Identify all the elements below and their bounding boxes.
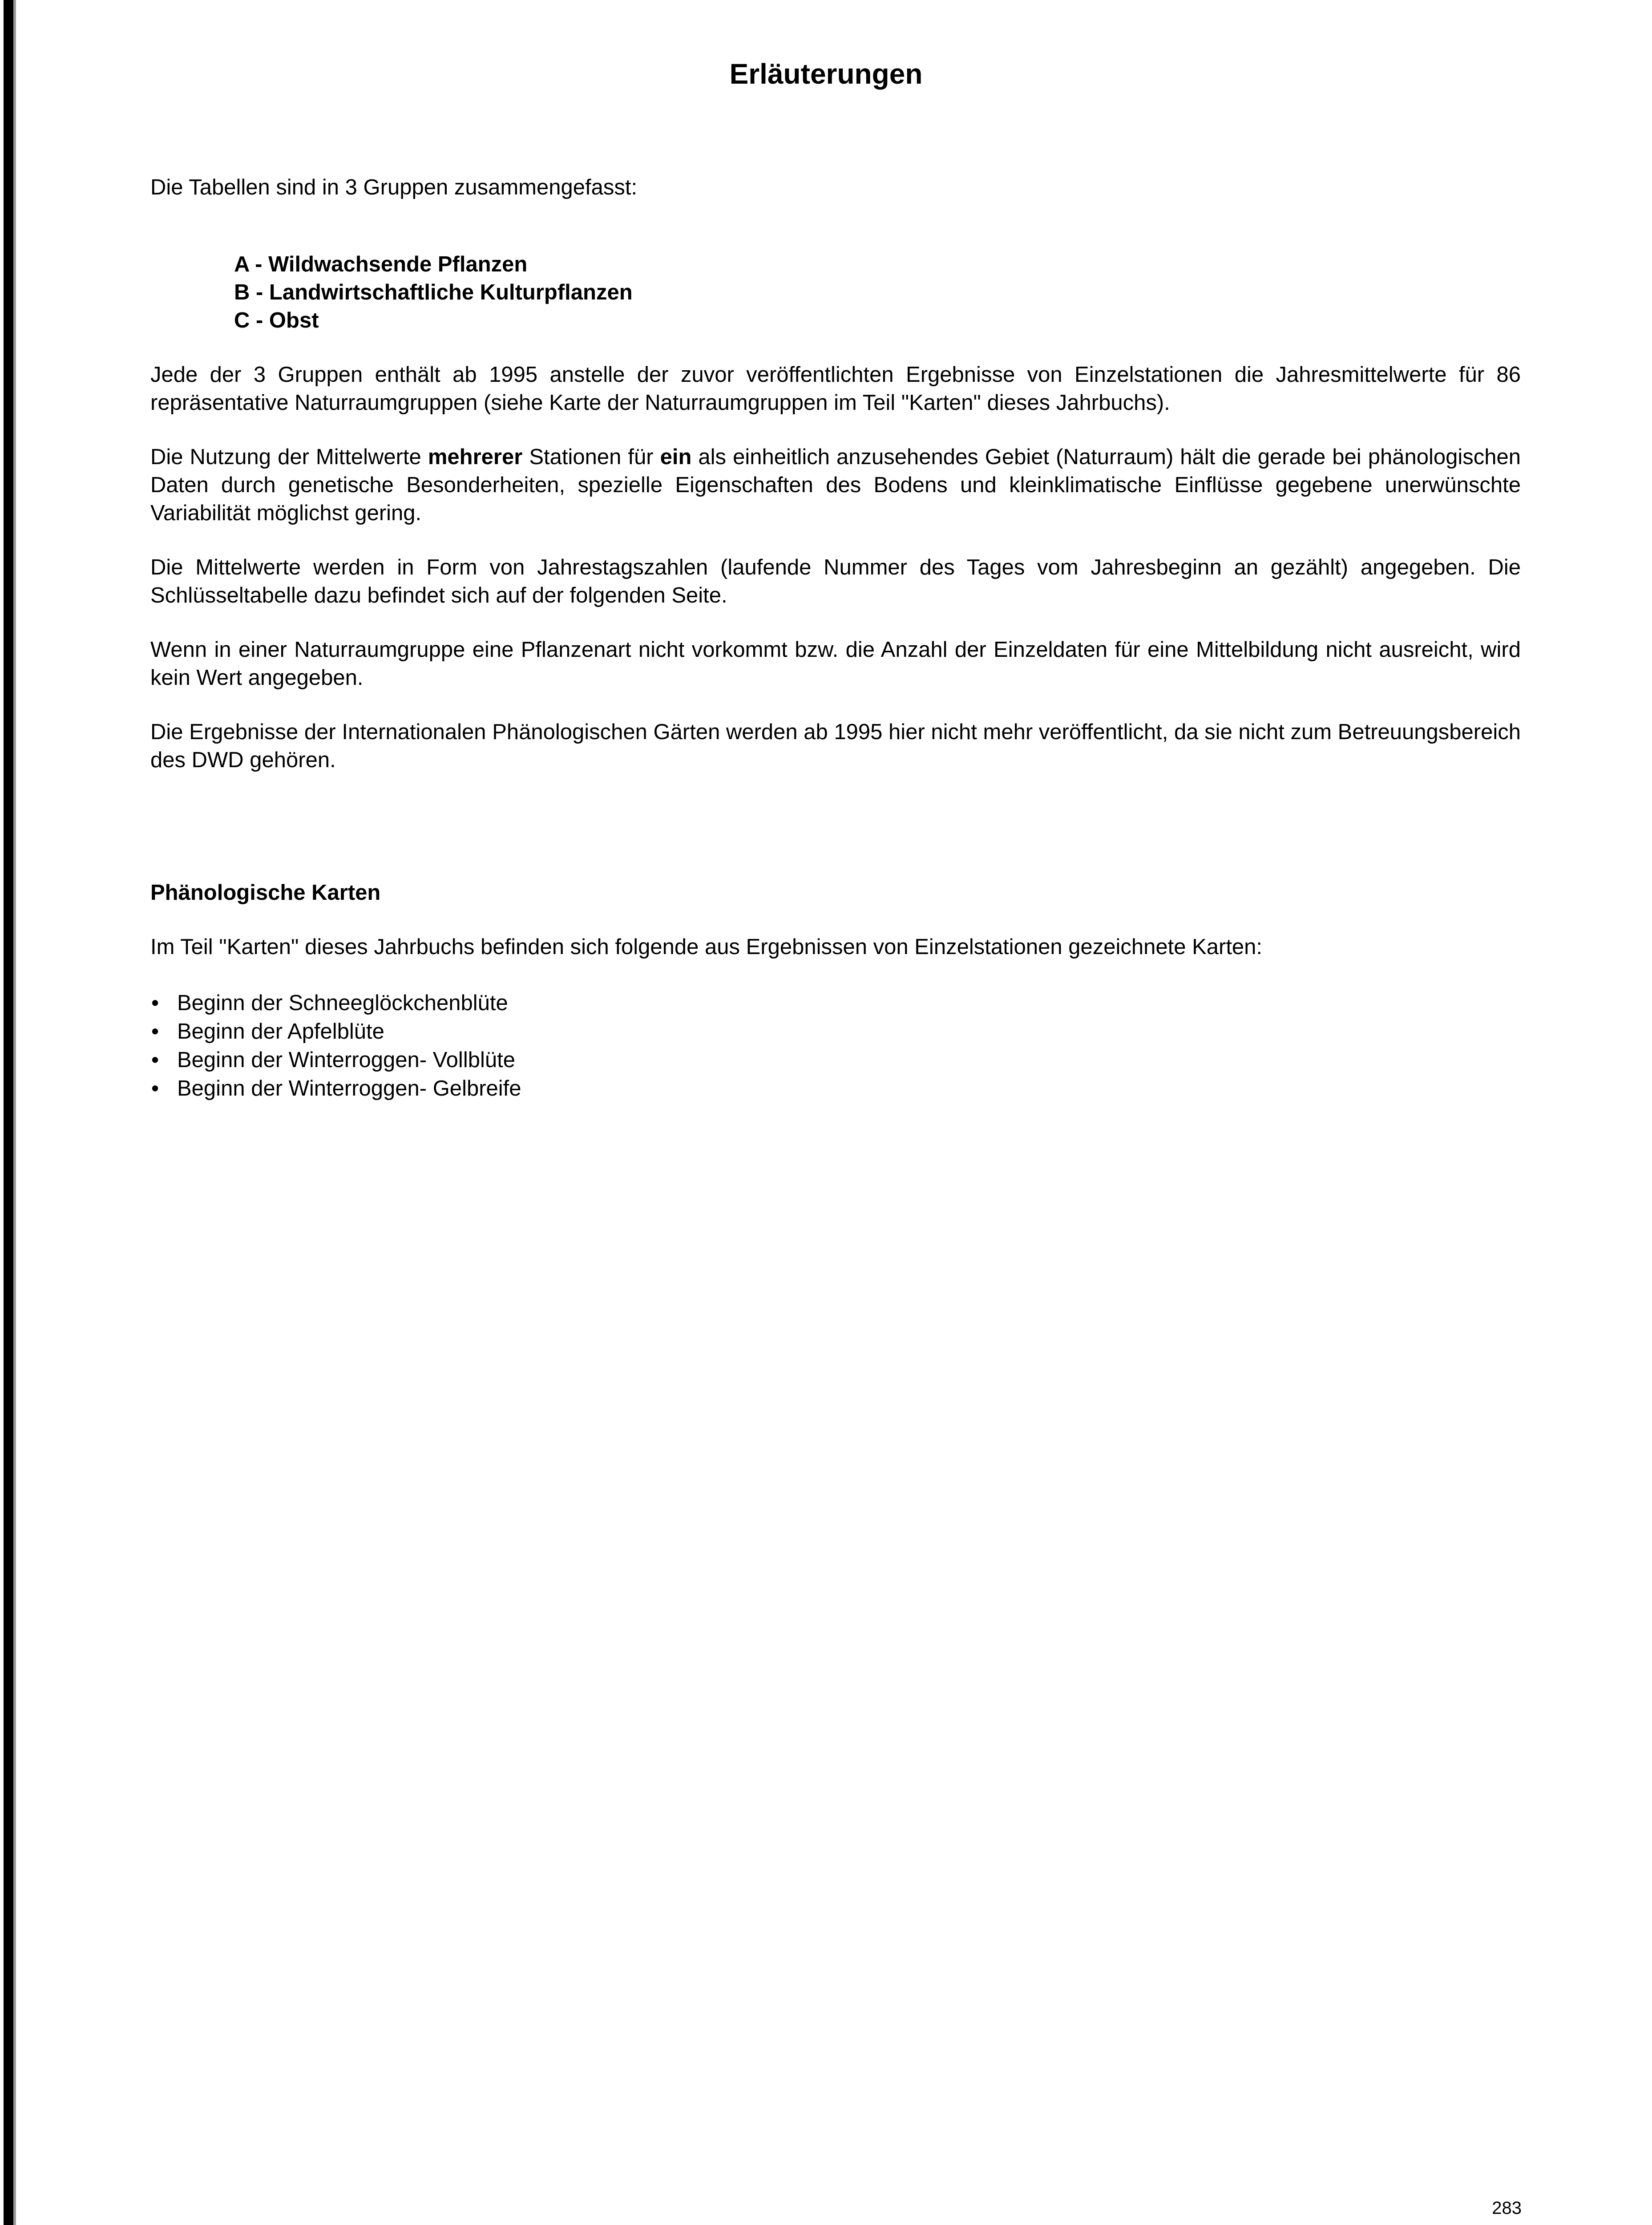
paragraph-internationale-gaerten: Die Ergebnisse der Internationalen Phänologischen Gärten werden ab 1995 hier nicht mehr veröffentlicht, da sie nicht zum Betreuungsbereich des DWD gehören. (150, 720, 1521, 772)
emphasis-ein: ein (660, 445, 692, 469)
binding-edge (4, 0, 13, 2225)
paragraph-text: Die Nutzung der Mittelwerte (150, 445, 428, 469)
list-item (150, 989, 1521, 1017)
group-b: B - Landwirtschaftliche Kulturpflanzen (234, 280, 633, 304)
paragraph-jahrestagszahlen: Die Mittelwerte werden in Form von Jahrestagszahlen (laufende Nummer des Tages vom Jahresbeginn an gezählt) angegeben. Die Schlüsseltabelle dazu befindet sich auf der folgenden Seite. (150, 555, 1521, 607)
list-item (150, 1046, 1521, 1074)
emphasis-mehrerer: mehrerer (428, 445, 523, 469)
bullet-icon: • (151, 1048, 159, 1072)
list-item-text: Beginn der Winterroggen- Vollblüte (177, 1048, 515, 1072)
paragraph-kein-wert: Wenn in einer Naturraumgruppe eine Pflanzenart nicht vorkommt bzw. die Anzahl der Einzeldaten für eine Mittelbildung nicht ausreicht, wird kein Wert angegeben. (150, 638, 1521, 690)
group-c: C - Obst (234, 308, 319, 332)
list-item-text: Beginn der Schneeglöckchenblüte (177, 991, 508, 1015)
bullet-icon: • (151, 1076, 159, 1100)
document-body (150, 174, 1521, 1103)
binding-shadow (13, 0, 16, 2225)
intro-text: Die Tabellen sind in 3 Gruppen zusammengefasst: (150, 175, 638, 199)
list-item-text: Beginn der Apfelblüte (177, 1019, 384, 1044)
bullet-icon: • (151, 991, 159, 1015)
maps-intro-text: Im Teil "Karten" dieses Jahrbuchs befinden sich folgende aus Ergebnissen von Einzelstationen gezeichnete Karten: (150, 935, 1263, 959)
list-item-text: Beginn der Winterroggen- Gelbreife (177, 1076, 521, 1100)
paragraph-mittelwerte-nutzung (150, 443, 1521, 527)
list-item (150, 1017, 1521, 1046)
page-title: Erläuterungen (729, 58, 923, 90)
paragraph-text: Stationen für (522, 445, 660, 469)
list-item (150, 1074, 1521, 1103)
section-heading-karten: Phänologische Karten (150, 881, 381, 905)
bullet-icon: • (151, 1019, 159, 1044)
group-list (234, 251, 1521, 335)
paragraph-text: als einheitlich anzusehendes Gebiet (Naturraum) hält die gerade bei phänologischen Daten durch genetische Besonderheiten, spezielle Eigenschaften des Bodens und kleinklimatische Einflüsse gegebene unerwünschte Variabilität möglichst gering. (150, 445, 1521, 525)
page-number: 283 (1492, 2198, 1522, 2218)
maps-list (150, 989, 1521, 1103)
group-a: A - Wildwachsende Pflanzen (234, 252, 528, 276)
paragraph-naturraumgruppen: Jede der 3 Gruppen enthält ab 1995 anstelle der zuvor veröffentlichten Ergebnisse von Einzelstationen die Jahresmittelwerte für 86 repräsentative Naturraumgruppen (siehe Karte der Naturraumgruppen im Teil "Karten" dieses Jahrbuchs). (150, 363, 1521, 415)
